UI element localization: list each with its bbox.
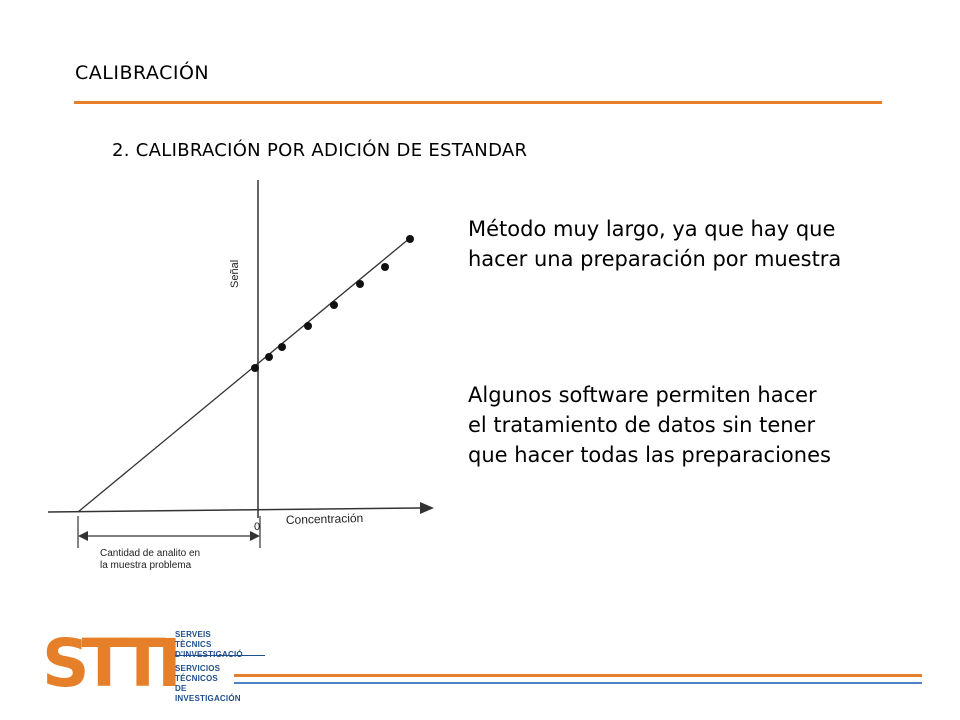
stti-logo — [40, 622, 241, 703]
data-point — [381, 263, 389, 271]
header-rule — [74, 101, 882, 104]
note-first: Método muy largo, ya que hay que hacer una preparación por muestra — [468, 217, 842, 271]
standard-addition-figure — [40, 170, 440, 580]
logo-text-es — [175, 664, 241, 704]
stti-logo-mark — [40, 622, 174, 702]
svg-text:STTI: STTI — [42, 625, 174, 702]
section-subtitle: 2. CALIBRACIÓN POR ADICIÓN DE ESTANDAR — [112, 140, 528, 161]
data-point — [406, 235, 414, 243]
logo-divider — [175, 655, 265, 656]
x-axis-label: Concentración — [285, 510, 364, 527]
span-label-line2: la muestra problema — [100, 560, 192, 571]
span-arrow-left — [78, 531, 88, 541]
logo-line4: DE INVESTIGACIÓN — [175, 684, 241, 703]
logo-line3: SERVICIOS TÉCNICOS — [175, 664, 221, 683]
x-axis — [48, 508, 420, 512]
x-axis-arrow — [420, 502, 434, 514]
data-point — [265, 353, 273, 361]
calibration-line — [78, 238, 410, 512]
data-point — [278, 343, 286, 351]
data-point — [251, 364, 259, 372]
page-header-title: CALIBRACIÓN — [75, 62, 210, 84]
footer-rule-orange — [234, 674, 922, 677]
data-point — [330, 301, 338, 309]
note-second: Algunos software permiten hacer el tratamiento de datos sin tener que hacer todas las preparaciones — [468, 383, 831, 467]
y-axis-label: Señal — [229, 259, 241, 288]
span-label-line1: Cantidad de analito en — [100, 548, 201, 559]
logo-line1: SERVEIS TÈCNICS — [175, 630, 212, 649]
data-point — [304, 322, 312, 330]
origin-label: 0 — [254, 521, 261, 533]
footer-rule-blue — [234, 682, 922, 684]
data-point — [356, 280, 364, 288]
